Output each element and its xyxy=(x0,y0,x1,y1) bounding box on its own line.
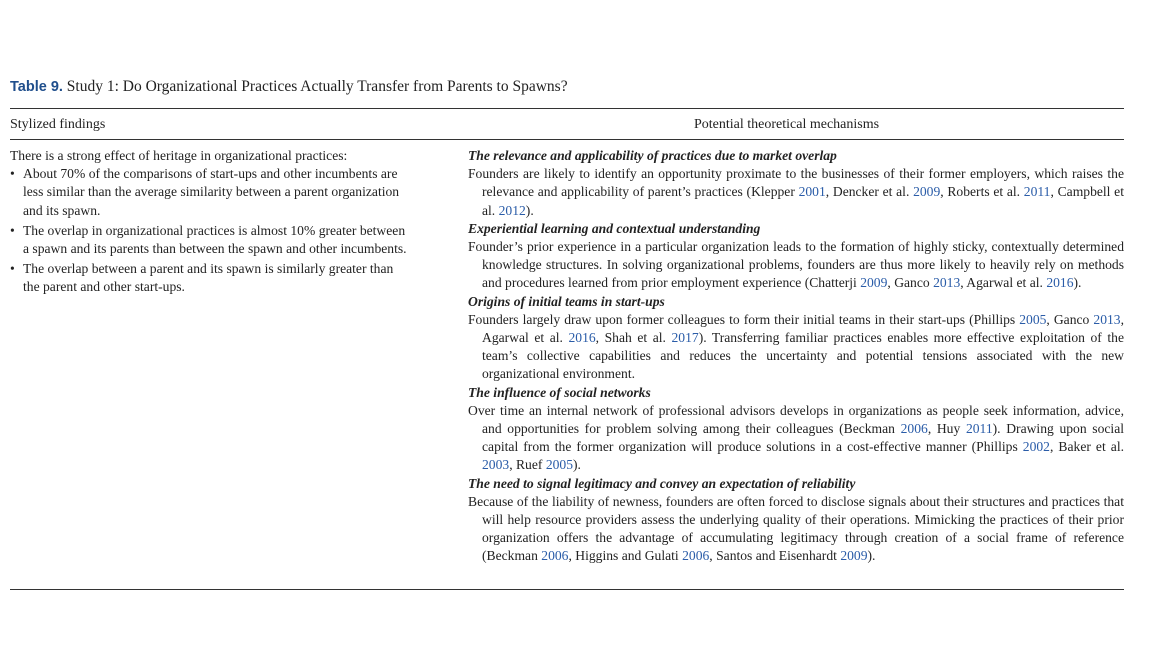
mechanism-block xyxy=(468,475,1124,566)
citation-year: 2005 xyxy=(1019,311,1047,327)
mechanism-text: Founder’s prior experience in a particular organization leads to the formation of highly sticky, contextually determined knowledge structures. In solving organizational problems, founders are thus more likely to heavily rely on methods and procedures learned from prior employment experience (Chatterji xyxy=(468,239,1124,291)
mechanism-text: Founders are likely to identify an opportunity proximate to the businesses of their former employers, which raises the relevance and applicability of parent’s practices (Klepper xyxy=(468,166,1124,200)
mechanism-heading: The relevance and applicability of practices due to market overlap xyxy=(468,148,837,163)
citation-year: 2013 xyxy=(933,275,961,291)
mechanism-text: ). xyxy=(1073,275,1082,291)
mechanism-text: , Baker et al. xyxy=(1049,439,1124,455)
top-rule xyxy=(10,108,1124,109)
citation-year: 2009 xyxy=(860,275,888,291)
mechanism-text: , Campbell et al. xyxy=(482,184,1124,218)
bottom-rule xyxy=(10,589,1124,590)
table-caption xyxy=(10,78,568,96)
bullet-icon: • xyxy=(10,261,15,277)
mechanism-description xyxy=(468,311,1124,384)
finding-bullet xyxy=(10,260,410,296)
mechanism-text: , Higgins and Gulati xyxy=(568,548,683,564)
citation-year: 2002 xyxy=(1022,439,1050,455)
column-header-mechanisms: Potential theoretical mechanisms xyxy=(694,117,880,132)
finding-text: The overlap between a parent and its spawn is similarly greater than the parent and other start-ups. xyxy=(23,261,394,295)
citation-year: 2011 xyxy=(965,421,993,437)
mechanism-text: , Santos and Eisenhardt xyxy=(709,548,841,564)
mechanism-text: , Agarwal et al. xyxy=(960,275,1047,291)
finding-text: About 70% of the comparisons of start-ups and other incumbents are less similar than the average similarity between a parent organization and its spawn. xyxy=(23,166,400,218)
column-header-stylized-findings: Stylized findings xyxy=(10,117,106,132)
mechanism-heading: Experiential learning and contextual understanding xyxy=(468,220,761,236)
mechanism-text: ). xyxy=(867,548,876,564)
mechanism-text: Over time an internal network of professional advisors develops in organizations as people seek information, advice, and opportunities for problem solving among their colleagues (Beckman xyxy=(468,402,1124,437)
mechanism-text: , Agarwal et al. xyxy=(482,311,1124,346)
mechanism-description xyxy=(468,165,1124,220)
citation-year: 2005 xyxy=(545,457,573,473)
citation-year: 2001 xyxy=(798,184,826,200)
citation-year: 2016 xyxy=(568,330,596,346)
mechanism-text: ). Transferring familiar practices enables more effective exploitation of the team’s collective capabilities and reduces the uncertainty and potential tensions associated with the new organizational environment. xyxy=(482,330,1124,382)
mechanism-text: Founders largely draw upon former colleagues to form their initial teams in their start-ups (Phillips xyxy=(468,311,1020,327)
citation-year: 2009 xyxy=(840,548,868,564)
bullet-icon: • xyxy=(10,222,15,238)
citation-year: 2011 xyxy=(1023,184,1051,200)
citation-year: 2003 xyxy=(482,457,510,473)
mechanism-text: ). xyxy=(525,202,534,218)
mechanism-heading: The influence of social networks xyxy=(468,384,651,400)
bullet-icon: • xyxy=(10,166,15,182)
mechanism-block xyxy=(468,147,1124,220)
mechanism-text: ). xyxy=(573,457,581,473)
mechanism-text: Because of the liability of newness, founders are often forced to disclose signals about their structures and practices that will help resource providers assess the underlying quality of their operations. Mimicking the practices of their prior organization offers the advantage of accumulating legitimacy through creation of a social frame of reference (Beckman xyxy=(468,493,1124,564)
stylized-findings-column xyxy=(10,147,410,297)
finding-bullet xyxy=(10,222,410,258)
mechanism-text: , Roberts et al. xyxy=(940,184,1024,200)
mechanism-text: , Ganco xyxy=(887,275,934,291)
mechanism-text: , Huy xyxy=(927,421,966,437)
header-rule xyxy=(10,139,1124,140)
table-title: Study 1: Do Organizational Practices Actually Transfer from Parents to Spawns? xyxy=(66,78,568,95)
mechanism-heading: The need to signal legitimacy and convey an expectation of reliability xyxy=(468,475,856,491)
mechanism-block xyxy=(468,220,1124,293)
mechanism-text: ). Drawing upon social capital from the former organization will produce solutions in a cost-effective manner (Phillips xyxy=(482,421,1125,455)
mechanism-text: , Dencker et al. xyxy=(825,184,914,200)
finding-bullet xyxy=(10,165,410,220)
citation-year: 2017 xyxy=(671,330,699,346)
mechanism-block xyxy=(468,293,1124,384)
mechanism-block xyxy=(468,384,1124,475)
citation-year: 2009 xyxy=(913,184,941,200)
citation-year: 2016 xyxy=(1046,275,1074,291)
citation-year: 2006 xyxy=(682,548,710,564)
citation-year: 2006 xyxy=(541,548,569,564)
mechanism-description xyxy=(468,402,1124,475)
findings-intro: There is a strong effect of heritage in organizational practices: xyxy=(10,148,348,163)
mechanism-description xyxy=(468,493,1124,566)
citation-year: 2013 xyxy=(1093,311,1121,327)
mechanism-description xyxy=(468,238,1124,293)
mechanism-text: , Ganco xyxy=(1046,311,1094,327)
mechanism-heading: Origins of initial teams in start-ups xyxy=(468,293,665,309)
mechanisms-column xyxy=(468,147,1124,566)
citation-year: 2012 xyxy=(498,202,526,218)
mechanism-text: , Shah et al. xyxy=(595,330,672,346)
finding-text: The overlap in organizational practices is almost 10% greater between a spawn and its parents than between the spawn and other incumbents. xyxy=(23,222,407,257)
mechanism-text: , Ruef xyxy=(509,457,546,473)
citation-year: 2006 xyxy=(900,421,928,437)
table-label: Table 9. xyxy=(10,79,63,95)
